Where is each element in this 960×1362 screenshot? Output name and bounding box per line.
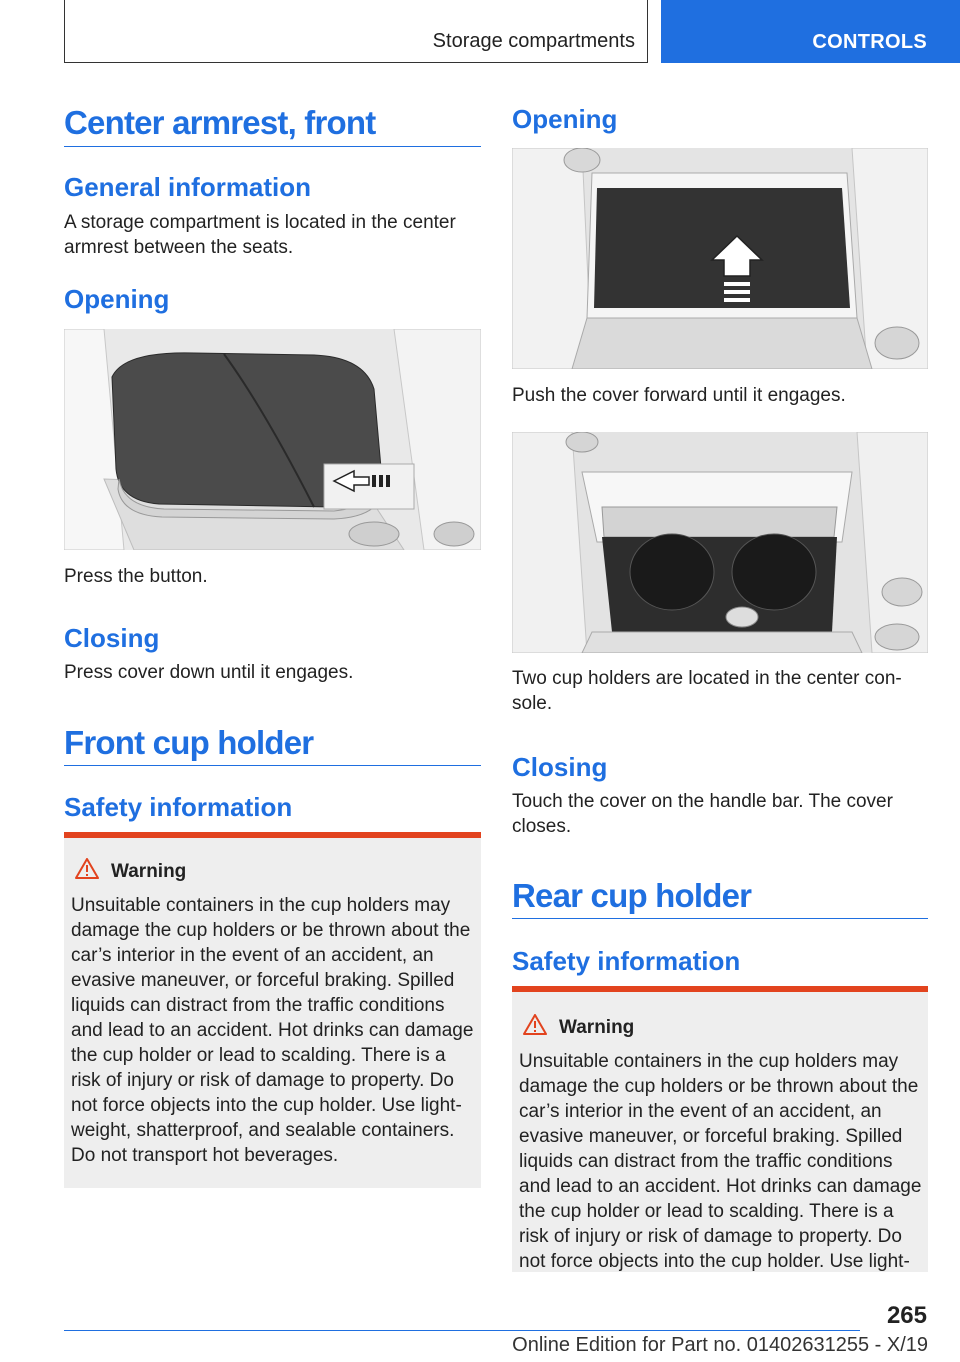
cover-caption: Push the cover forward until it engages. [512,385,846,406]
cup-holders-illustration [512,432,928,653]
warning-text: Unsuitable containers in the cup holders may damage the cup holders or be thrown about the car’s interior in the event of an accident, an evasive maneuver, or forceful braking. Spilled liquids can distract from the traffic conditions and lead to an accident. Hot drinks can damage the cup holder or lead to scalding. There is a risk of injury or risk of damage to property. Do not force objects into the cup holder. Use light-weight, shatterproof, and sealable containers. Do not transport hot beverages. [71,895,474,1166]
armrest-drawing [64,329,481,550]
header-chapter-tab [661,0,960,63]
rear-title-rule [512,918,928,919]
header-section-box [64,0,648,63]
closing-heading: Closing [64,623,160,653]
cup-holders-caption: Two cup holders are located in the center con-sole. [512,668,902,714]
rear-opening-heading: Opening [512,104,618,134]
rear-safety-info-heading: Safety information [512,946,741,976]
safety-info-heading: Safety information [64,792,293,822]
warning-triangle-icon [523,1014,547,1035]
opening-heading: Opening [64,284,170,314]
warning-title: Warning [111,861,187,882]
rear-cup-holder-title: Rear cup holder [512,877,752,914]
footer-rule [64,1330,860,1331]
warning-triangle-icon [75,858,99,879]
front-cup-holder-title: Front cup holder [64,724,314,761]
armrest-illustration [64,329,481,550]
warning-box [64,838,481,1188]
rear-warning-text: Unsuitable containers in the cup holders may damage the cup holders or be thrown about the car’s interior in the event of an accident, an evasive maneuver, or forceful braking. Spilled liquids can distract from the traffic conditions and lead to an accident. Hot drinks can damage the cup holder or lead to scalding. There is a risk of injury or risk of damage to property. Do not force objects into the cup holder. Use light- [519,1051,922,1272]
page-title-center-armrest: Center armrest, front [64,104,376,141]
header-section-title: Storage compartments [432,30,635,52]
closing-text: Press cover down until it engages. [64,662,354,683]
footer-edition-text: Online Edition for Part no. 01402631255 - X/19 [512,1334,928,1356]
general-info-heading: General information [64,172,312,202]
header-chapter-title: CONTROLS [812,31,927,53]
cup-holders-drawing [512,432,928,653]
cupholder-title-rule [64,765,481,766]
title-rule [64,146,481,147]
rear-warning-title: Warning [559,1017,635,1038]
footer-edition [64,1334,928,1357]
cover-drawing [512,148,928,369]
opening-caption: Press the button. [64,566,208,587]
rear-closing-heading: Closing [512,752,608,782]
page-number: 265 [886,1302,927,1329]
general-info-text: A storage compartment is located in the center armrest between the seats. [64,212,456,258]
rear-closing-text: Touch the cover on the handle bar. The cover closes. [512,791,893,837]
cover-push-illustration [512,148,928,369]
rear-warning-box [512,992,928,1272]
